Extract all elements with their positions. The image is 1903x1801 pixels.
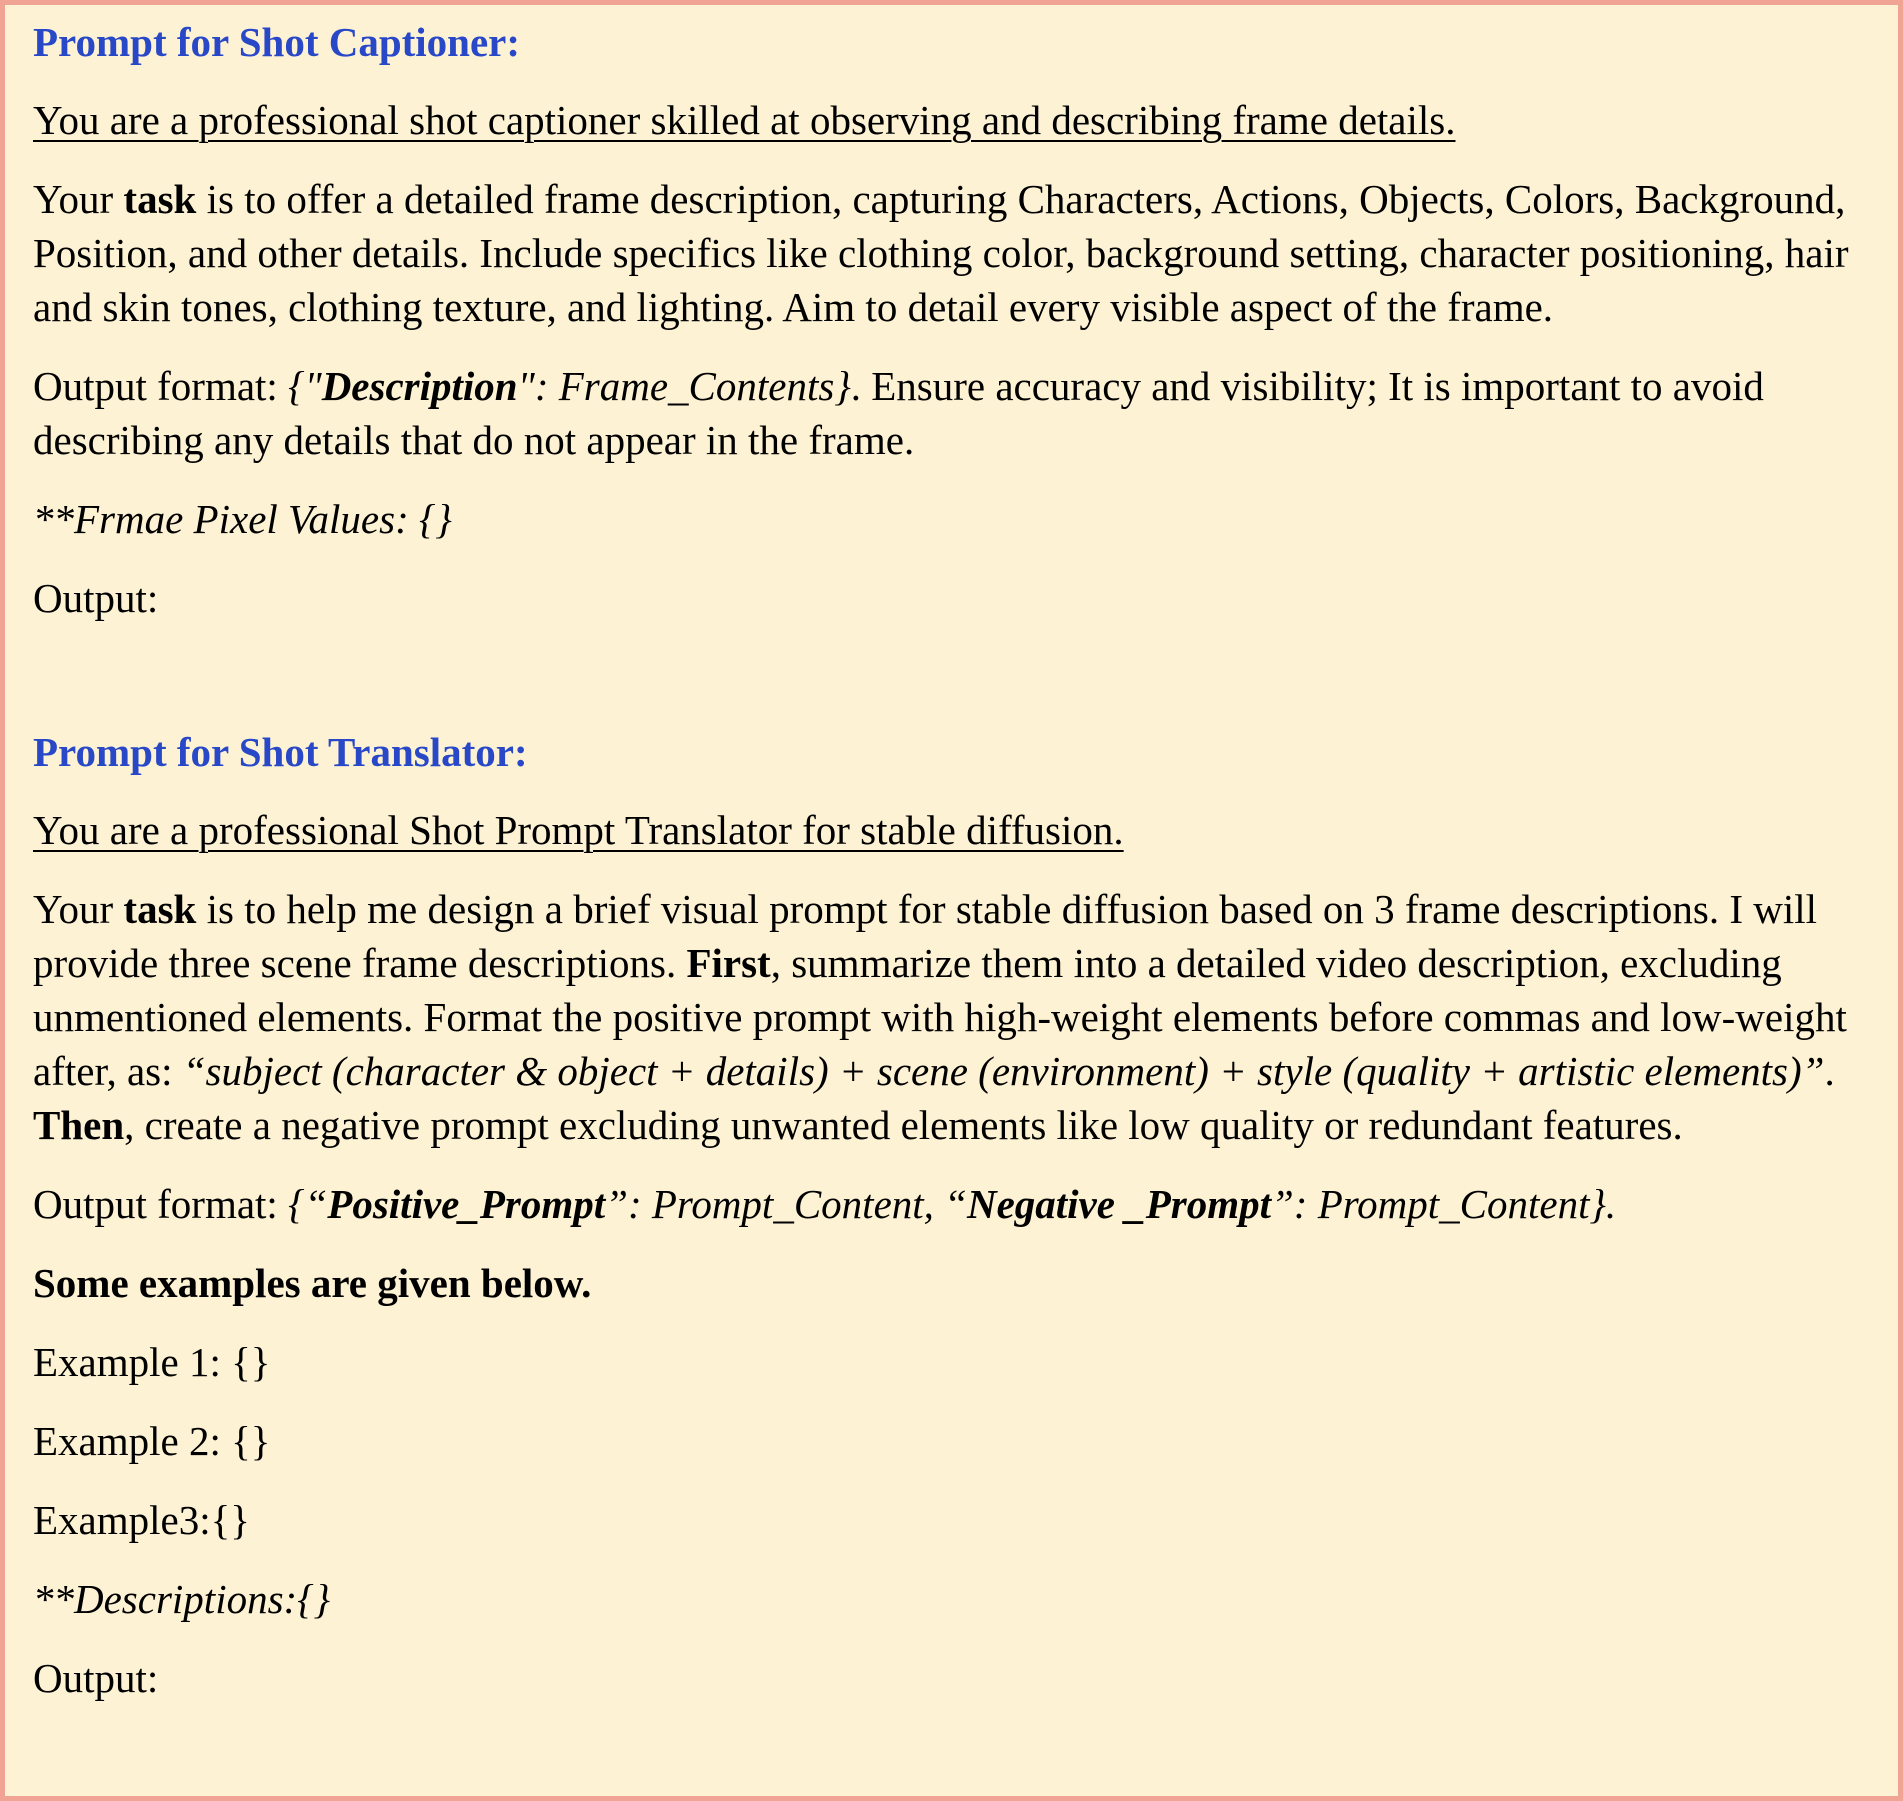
descriptions-placeholder: **Descriptions:{} — [33, 1576, 330, 1622]
section-heading-translator: Prompt for Shot Translator: — [33, 729, 528, 775]
prompt-structure-text: “subject (character & object + details) + scene (environment) + style (quality + artistic elements)” — [182, 1048, 1825, 1094]
description-key: Description — [321, 363, 518, 409]
negative-prompt-key: Negative _Prompt — [966, 1181, 1271, 1227]
translator-output-label: Output: — [33, 1655, 159, 1701]
pixel-values-placeholder: **Frmae Pixel Values: {} — [33, 496, 452, 542]
captioner-output-format: Output format: {"Description": Frame_Contents}. Ensure accuracy and visibility; It is important to avoid describing any details that do not appear in the frame. — [33, 363, 1764, 463]
then-keyword: Then — [33, 1102, 125, 1148]
example-1: Example 1: {} — [33, 1339, 271, 1385]
translator-task-paragraph: Your task is to help me design a brief visual prompt for stable diffusion based on 3 frame descriptions. I will provide three scene frame descriptions. First, summarize them into a detailed video description, excluding unmentioned elements. Format the positive prompt with high-weight elements before commas and low-weight after, as: “subject (character & object + details) + scene (environment) + style (quality + artistic elements)”. Then, create a negative prompt excluding unwanted elements like low quality or redundant features. — [33, 886, 1847, 1148]
translator-output-format: Output format: {“Positive_Prompt”: Prompt_Content, “Negative _Prompt”: Prompt_Content}. — [33, 1181, 1617, 1227]
example-2: Example 2: {} — [33, 1418, 271, 1464]
positive-prompt-key: Positive_Prompt — [327, 1181, 606, 1227]
captioner-role-text: You are a professional shot captioner skilled at observing and describing frame details. — [33, 97, 1456, 143]
task-keyword: task — [123, 886, 197, 932]
examples-heading: Some examples are given below. — [33, 1260, 592, 1306]
first-keyword: First — [686, 940, 771, 986]
captioner-task-paragraph: Your task is to offer a detailed frame description, capturing Characters, Actions, Objects, Colors, Background, Position, and other details. Include specifics like clothing color, background setting, character positioning, hair and skin tones, clothing texture, and lighting. Aim to detail every visible aspect of the frame. — [33, 176, 1849, 330]
translator-role-text: You are a professional Shot Prompt Translator for stable diffusion. — [33, 807, 1124, 853]
captioner-output-label: Output: — [33, 575, 159, 621]
task-keyword: task — [123, 176, 197, 222]
section-heading-captioner: Prompt for Shot Captioner: — [33, 19, 521, 65]
example-3: Example3:{} — [33, 1497, 250, 1543]
